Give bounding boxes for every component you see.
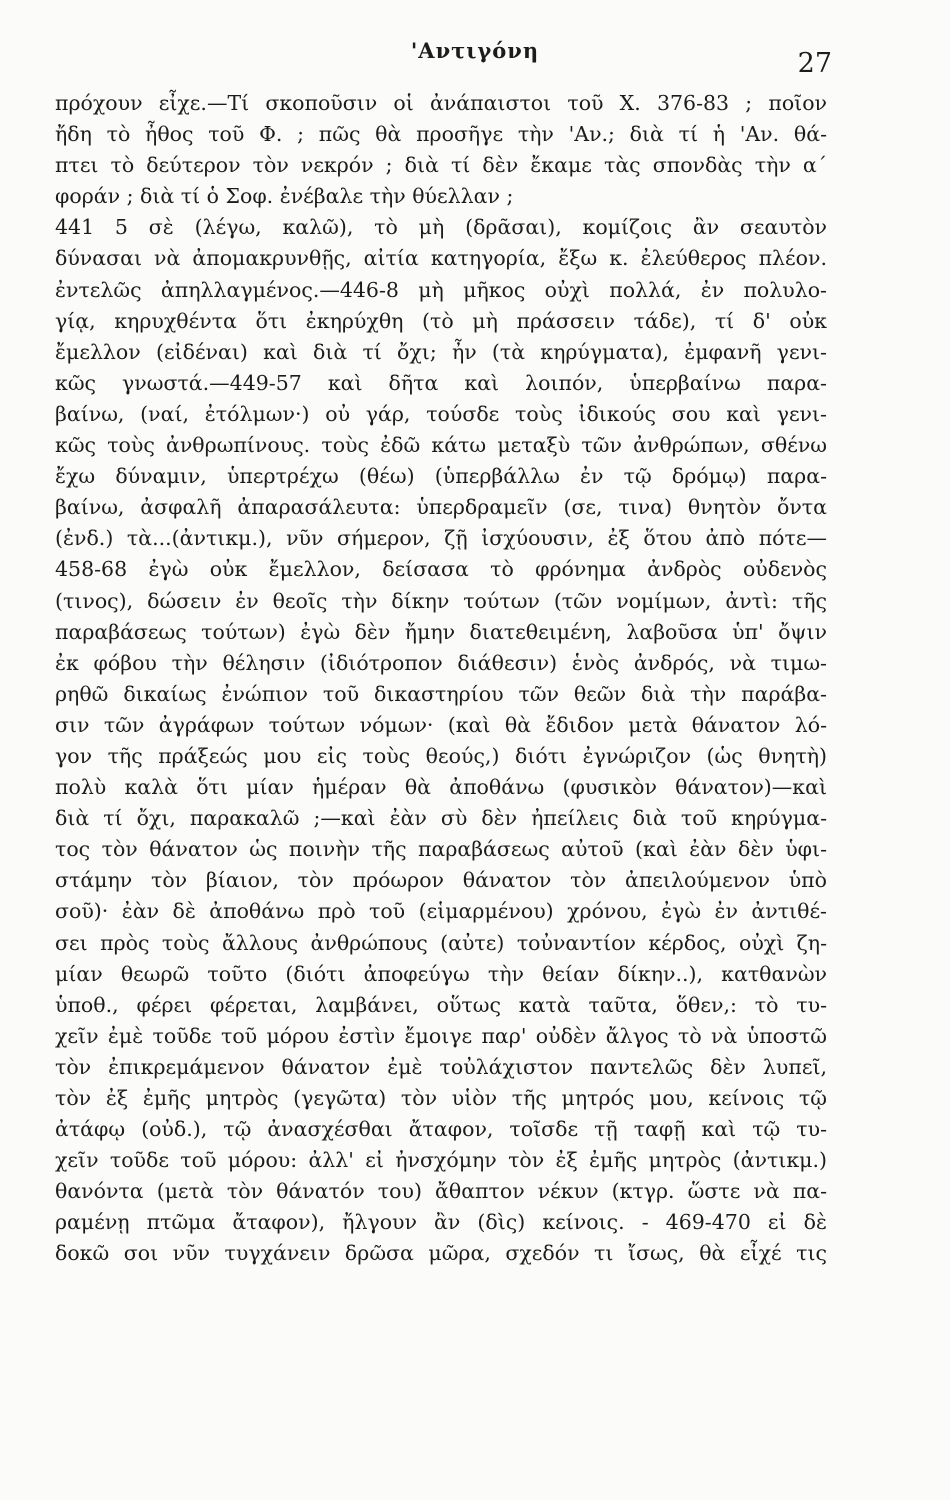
- text-line: τὸν ἐπικρεμάμενον θάνατον ἐμὲ τοὐλάχιστον παντελῶς δὲν λυπεῖ,: [55, 1054, 827, 1079]
- text-line: πολὺ καλὰ ὅτι μίαν ἡμέραν θὰ ἀποθάνω (φυσικὸν θάνατον)—καὶ: [55, 775, 827, 800]
- text-line: ἔμελλον (εἰδέναι) καὶ διὰ τί ὄχι; ἦν (τὰ κηρύγματα), ἐμφανῆ γενι-: [55, 339, 827, 364]
- text-line: σει πρὸς τοὺς ἄλλους ἀνθρώπους (αὐτε) τοὐναντίον κέρδος, οὐχὶ ζη-: [55, 930, 827, 955]
- text-line: μίαν θεωρῶ τοῦτο (διότι ἀποφεύγω τὴν θείαν δίκην..), κατθανὼν: [55, 961, 827, 986]
- text-line: κῶς γνωστά.—449-57 καὶ δῆτα καὶ λοιπόν, ὑπερβαίνω παρα-: [55, 370, 827, 395]
- text-line: δύνασαι νὰ ἀπομακρυνθῇς, αἰτία κατηγορία, ἔξω κ. ἐλεύθερος πλέον.: [55, 246, 827, 271]
- text-line: χεῖν τοῦδε τοῦ μόρου: ἀλλ' εἰ ἠνσχόμην τὸν ἐξ ἐμῆς μητρὸς (ἀντικμ.): [55, 1148, 827, 1173]
- text-line: βαίνω, ἀσφαλῆ ἀπαρασάλευτα: ὑπερδραμεῖν (σε, τινα) θνητὸν ὄντα: [55, 495, 827, 520]
- text-line: 441 5 σὲ (λέγω, καλῶ), τὸ μὴ (δρᾶσαι), κομίζοις ἂν σεαυτὸν: [55, 215, 827, 240]
- text-line: τος τὸν θάνατον ὡς ποινὴν τῆς παραβάσεως αὐτοῦ (καὶ ἐὰν δὲν ὑφι-: [55, 837, 827, 862]
- text-line: σοῦ)· ἐὰν δὲ ἀποθάνω πρὸ τοῦ (εἱμαρμένου) χρόνου, ἐγὼ ἐν ἀντιθέ-: [55, 899, 827, 924]
- text-line: ἤδη τὸ ἦθος τοῦ Φ. ; πῶς θὰ προσῆγε τὴν 'Αν.; διὰ τί ἡ 'Αν. θά-: [55, 122, 827, 147]
- running-title: 'Αντιγόνη: [410, 38, 540, 63]
- text-line: ὑποθ., φέρει φέρεται, λαμβάνει, οὕτως κατὰ ταῦτα, ὅθεν,: τὸ τυ-: [55, 992, 827, 1017]
- text-line: ἔχω δύναμιν, ὑπερτρέχω (θέω) (ὑπερβάλλω ἐν τῷ δρόμῳ) παρα-: [55, 464, 827, 489]
- text-line: φοράν ; διὰ τί ὁ Σοφ. ἐνέβαλε τὴν θύελλαν ;: [55, 184, 514, 209]
- text-line: (ἐνδ.) τὰ...(ἀντικμ.), νῦν σήμερον, ζῇ ἰσχύουσιν, ἐξ ὅτου ἀπὸ πότε—: [55, 526, 827, 551]
- text-line: ἐκ φόβου τὴν θέλησιν (ἰδιότροπον διάθεσιν) ἑνὸς ἀνδρός, νὰ τιμω-: [55, 650, 827, 675]
- text-line: γον τῆς πράξεώς μου εἰς τοὺς θεούς,) διότι ἐγνώριζον (ὡς θνητὴ): [55, 743, 827, 768]
- text-line: χεῖν ἐμὲ τοῦδε τοῦ μόρου ἐστὶν ἔμοιγε παρ' οὐδὲν ἄλγος τὸ νὰ ὑποστῶ: [55, 1023, 827, 1048]
- commentary-text: [55, 88, 827, 1270]
- text-line: (τινος), δώσειν ἐν θεοῖς τὴν δίκην τούτων (τῶν νομίμων, ἀντὶ: τῆς: [55, 588, 827, 613]
- text-line: ρηθῶ δικαίως ἐνώπιον τοῦ δικαστηρίου τῶν θεῶν διὰ τὴν παράβα-: [55, 681, 827, 706]
- text-line: ἀτάφῳ (οὐδ.), τῷ ἀνασχέσθαι ἄταφον, τοῖσδε τῇ ταφῇ καὶ τῷ τυ-: [55, 1117, 827, 1142]
- text-line: πρόχουν εἶχε.—Τί σκοποῦσιν οἱ ἀνάπαιστοι τοῦ Χ. 376-83 ; ποῖον: [55, 91, 827, 115]
- text-line: παραβάσεως τούτων) ἐγὼ δὲν ἤμην διατεθειμένη, λαβοῦσα ὑπ' ὄψιν: [55, 619, 827, 644]
- text-line: βαίνω, (ναί, ἐτόλμων·) οὐ γάρ, τούσδε τοὺς ἰδικούς σου καὶ γενι-: [55, 401, 827, 426]
- text-line: στάμην τὸν βίαιον, τὸν πρόωρον θάνατον τὸν ἀπειλούμενον ὑπὸ: [55, 868, 827, 893]
- text-line: θανόντα (μετὰ τὸν θάνατόν του) ἄθαπτον νέκυν (κτγρ. ὥστε νὰ πα-: [55, 1179, 827, 1204]
- page-number: 27: [797, 48, 832, 79]
- text-line: 458-68 ἐγὼ οὐκ ἔμελλον, δείσασα τὸ φρόνημα ἀνδρὸς οὐδενὸς: [55, 557, 827, 582]
- text-line: πτει τὸ δεύτερον τὸν νεκρόν ; διὰ τί δὲν ἔκαμε τὰς σπονδὰς τὴν α΄: [55, 153, 827, 178]
- text-line: γίᾳ, κηρυχθέντα ὅτι ἐκηρύχθη (τὸ μὴ πράσσειν τάδε), τί δ' οὐκ: [55, 308, 827, 333]
- text-line: κῶς τοὺς ἀνθρωπίνους. τοὺς ἐδῶ κάτω μεταξὺ τῶν ἀνθρώπων, σθένω: [55, 433, 827, 458]
- text-line: τὸν ἐξ ἐμῆς μητρὸς (γεγῶτα) τὸν υἱὸν τῆς μητρός μου, κείνοις τῷ: [55, 1086, 827, 1110]
- text-line: σιν τῶν ἀγράφων τούτων νόμων· (καὶ θὰ ἔδιδον μετὰ θάνατον λό-: [55, 712, 827, 737]
- text-line: δοκῶ σοι νῦν τυγχάνειν δρῶσα μῶρα, σχεδόν τι ἴσως, θὰ εἶχέ τις: [55, 1241, 827, 1266]
- text-line: ἐντελῶς ἀπηλλαγμένος.—446-8 μὴ μῆκος οὐχὶ πολλά, ἐν πολυλο-: [55, 277, 827, 302]
- text-line: διὰ τί ὄχι, παρακαλῶ ;—καὶ ἐὰν σὺ δὲν ἠπείλεις διὰ τοῦ κηρύγμα-: [55, 806, 827, 831]
- text-line: ραμένῃ πτῶμα ἄταφον), ἤλγουν ἂν (δὶς) κείνοις. - 469-470 εἰ δὲ: [55, 1210, 827, 1235]
